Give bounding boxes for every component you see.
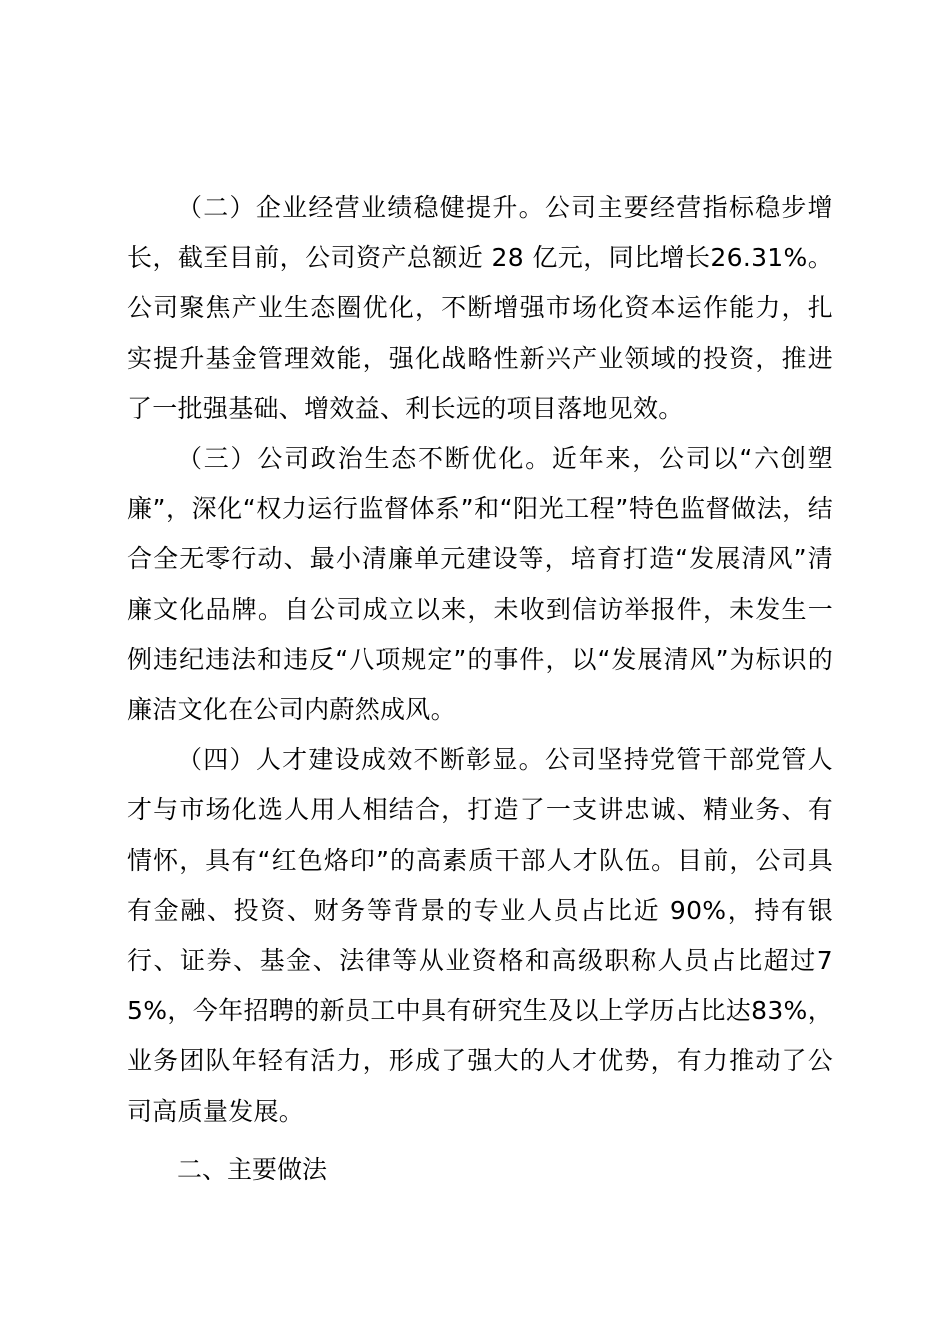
document-body	[127, 183, 833, 1195]
paragraph-talent-building: （四）人才建设成效不断彰显。公司坚持党管干部党管人才与市场化选人用人相结合，打造了一支讲忠诚、精业务、有情怀，具有“红色烙印”的高素质干部人才队伍。目前，公司具有金融、投资、财务等背景的专业人员占比近 90%，持有银行、证券、基金、法律等从业资格和高级职称人员占比超过75%，今年招聘的新员工中具有研究生及以上学历占比达83%，业务团队年轻有活力，形成了强大的人才优势，有力推动了公司高质量发展。	[127, 745, 833, 1126]
paragraph-political-ecology: （三）公司政治生态不断优化。近年来，公司以“六创塑廉”，深化“权力运行监督体系”和“阳光工程”特色监督做法，结合全无零行动、最小清廉单元建设等，培育打造“发展清风”清廉文化品牌。自公司成立以来，未收到信访举报件，未发生一例违纪违法和违反“八项规定”的事件，以“发展清风”为标识的廉洁文化在公司内蔚然成风。	[127, 444, 833, 725]
paragraph-business-performance: （二）企业经营业绩稳健提升。公司主要经营指标稳步增长，截至目前，公司资产总额近 28 亿元，同比增长26.31%。公司聚焦产业生态圈优化，不断增强市场化资本运作能力，扎实提升基金管理效能，强化战略性新兴产业领域的投资，推进了一批强基础、增效益、利长远的项目落地见效。	[127, 193, 833, 423]
section-heading: 二、主要做法	[177, 1154, 328, 1184]
